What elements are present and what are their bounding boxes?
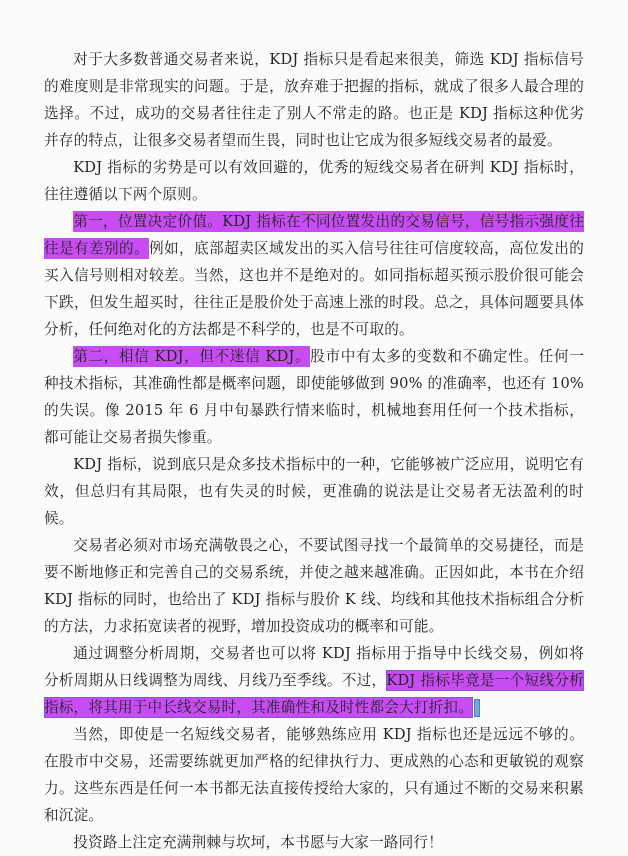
selection-end-handle[interactable]	[474, 699, 480, 717]
paragraph-3-body: 例如，底部超卖区域发出的买入信号往往可信度较高，高位发出的买入信号则相对较差。当然，这也并不是绝对的。如同指标超买预示股价很可能会下跌，但发生超买时，往往正是股价处于高速上涨的时段。总之，具体问题要具体分析，任何绝对化的方法都是不科学的，也是不可取的。	[44, 240, 584, 338]
paragraph-2: KDJ 指标的劣势是可以有效回避的，优秀的短线交易者在研判 KDJ 指标时，往往遵循以下两个原则。	[44, 159, 584, 203]
paragraph-8: 当然，即使是一名短线交易者，能够熟练应用 KDJ 指标也还是远远不够的。在股市中交易，还需要练就更加严格的纪律执行力、更成熟的心态和更敏锐的观察力。这些东西是任何一本书都无法直接传授给大家的，只有通过不断的交易来积累和沉淀。	[44, 726, 584, 824]
paragraph-3	[44, 208, 584, 343]
paragraph-4	[44, 343, 584, 451]
text-selection[interactable]: KDJ 指标毕竟是一个短线分析指标，将其用于中长线交易时，其准确性和及时性都会大打折扣。	[44, 672, 585, 716]
paragraph-1: 对于大多数普通交易者来说，KDJ 指标只是看起来很美，筛选 KDJ 指标信号的难度则是非常现实的问题。于是，放弃难于把握的指标，就成了很多人最合理的选择。不过，成功的交易者往往走了别人不常走的路。也正是 KDJ 指标这种优劣并存的特点，让很多交易者望而生畏，同时也让它成为很多短线交易者的最爱。	[44, 51, 584, 149]
paragraph-5: KDJ 指标，说到底只是众多技术指标中的一种，它能够被广泛应用，说明它有效，但总归有其局限，也有失灵的时候，更准确的说法是让交易者无法盈利的时候。	[44, 456, 584, 527]
paragraph-7-start: 通过调整分析周期，交易者也可以将 KDJ 指标用于指导中长线交易，例如将分析周期从日线调整为周线、月线乃至季线。不过，	[44, 645, 584, 689]
highlight-principle-2[interactable]: 第二，相信 KDJ，但不迷信 KDJ。	[73, 348, 311, 365]
paragraph-9: 投资路上注定充满荆棘与坎坷，本书愿与大家一路同行！	[73, 834, 444, 851]
paragraph-4-body: 股市中有太多的变数和不确定性。任何一种技术指标，其准确性都是概率问题，即使能够做到 90% 的准确率，也还有 10% 的失误。像 2015 年 6 月中旬暴跌行情来临时，机械地套用任何一个技术指标，都可能让交易者损失惨重。	[44, 348, 584, 446]
paragraph-6: 交易者必须对市场充满敬畏之心，不要试图寻找一个最简单的交易捷径，而是要不断地修正和完善自己的交易系统，并使之越来越准确。正因如此，本书在介绍 KDJ 指标的同时，也给出了 KDJ 指标与股价 K 线、均线和其他技术指标组合分析的方法，力求拓宽读者的视野，增加投资成功的概率和可能。	[44, 537, 584, 635]
highlight-principle-1[interactable]: 第一，位置决定价值。KDJ 指标在不同位置发出的交易信号，信号指示强度往往是有差别的。	[44, 213, 584, 257]
paragraph-7	[44, 640, 584, 721]
